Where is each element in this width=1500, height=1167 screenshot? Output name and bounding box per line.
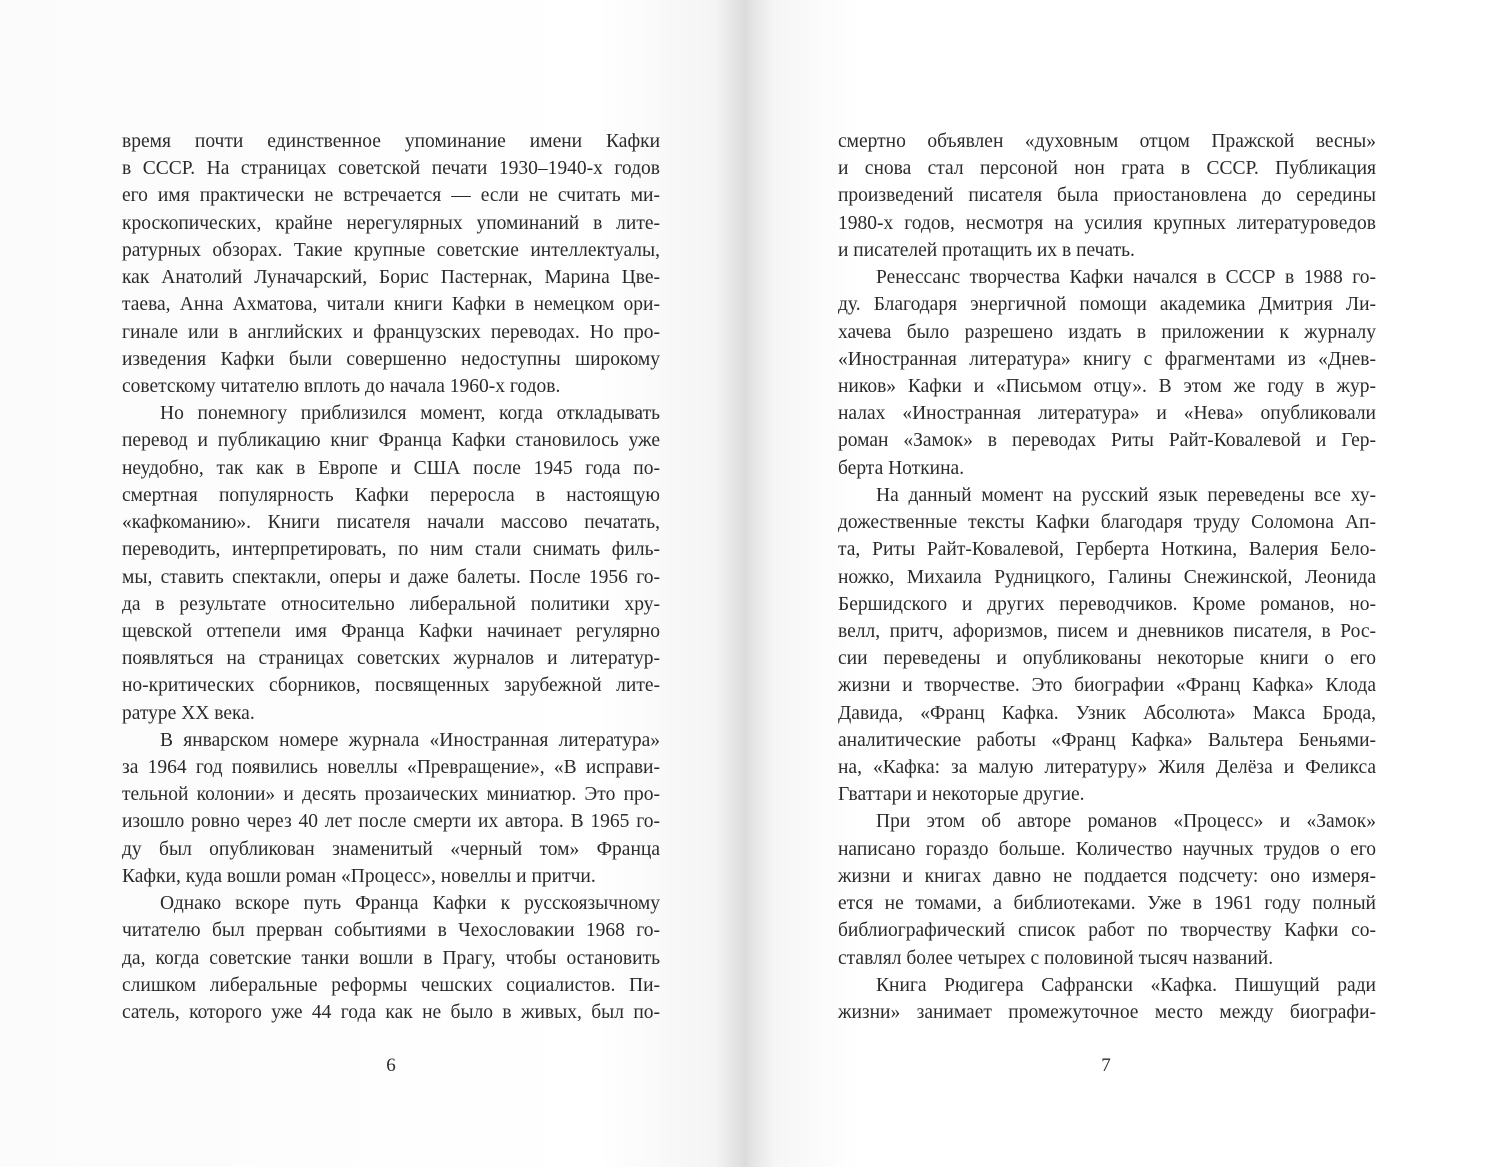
paragraph	[838, 482, 1376, 809]
paragraph	[122, 890, 660, 1026]
text-line: ду. Благодаря энергичной помощи академика Дмитрия Ли-	[838, 294, 1376, 316]
paragraph	[838, 808, 1376, 971]
paragraph	[838, 972, 1376, 1026]
text-line: Но понемногу приблизился момент, когда откладывать	[160, 403, 660, 425]
text-line: советскому читателю вплоть до начала 1960-х годов.	[122, 375, 561, 397]
text-line: появляться на страницах советских журналов и литератур-	[122, 648, 660, 670]
text-line: да, когда советские танки вошли в Прагу, чтобы остановить	[122, 947, 660, 969]
text-line: на, «Кафка: за малую литературу» Жиля Делёза и Феликса	[838, 757, 1376, 779]
text-line: написано гораздо больше. Количество научных трудов о его	[838, 838, 1376, 860]
text-line: щевской оттепели имя Франца Кафки начинает регулярно	[122, 620, 660, 642]
text-line: читателю был прерван событиями в Чехословакии 1968 го-	[122, 920, 660, 942]
text-line: за 1964 год появились новеллы «Превращение», «В исправи-	[122, 757, 660, 779]
text-line: кроскопических, крайне нерегулярных упоминаний в лите-	[122, 212, 660, 234]
text-line: ножко, Михаила Рудницкого, Галины Снежинской, Леонида	[838, 566, 1376, 588]
text-line: библиографический список работ по творчеству Кафки со-	[838, 920, 1376, 942]
text-line: изошло ровно через 40 лет после смерти их автора. В 1965 го-	[122, 811, 660, 833]
text-line: и писателей протащить их в печать.	[838, 239, 1135, 261]
text-line: хачева было разрешено издать в приложении к журналу	[838, 321, 1376, 343]
text-line: мы, ставить спектакли, оперы и даже балеты. После 1956 го-	[122, 566, 660, 588]
text-line: как Анатолий Луначарский, Борис Пастернак, Марина Цве-	[122, 267, 660, 289]
paragraph	[122, 400, 660, 727]
text-line: В январском номере журнала «Иностранная литература»	[160, 729, 660, 751]
text-line: смертная популярность Кафки переросла в настоящую	[122, 484, 660, 506]
text-line: жизни» занимает промежуточное место между биографи-	[838, 1002, 1376, 1023]
text-line: роман «Замок» в переводах Риты Райт-Ковалевой и Гер-	[838, 430, 1376, 452]
text-line: переводить, интерпретировать, по ним стали снимать филь-	[122, 539, 660, 561]
text-line: ратурных обзорах. Такие крупные советские интеллектуалы,	[122, 239, 660, 261]
text-line: изведения Кафки были совершенно недоступны широкому	[122, 348, 660, 370]
text-line: сии переведены и опубликованы некоторые книги о его	[838, 648, 1376, 670]
text-line: Гваттари и некоторые другие.	[838, 784, 1085, 806]
text-line: та, Риты Райт-Ковалевой, Герберта Ноткина, Валерия Бело-	[838, 539, 1376, 561]
text-line: Книга Рюдигера Сафрански «Кафка. Пишущий ради	[876, 974, 1376, 996]
text-line: гинале или в английских и французских переводах. Но про-	[122, 321, 660, 343]
text-line: ставлял более четырех с половиной тысяч названий.	[838, 947, 1274, 969]
text-line: Ренессанс творчества Кафки начался в СССР в 1988 го-	[876, 267, 1376, 289]
text-line: налах «Иностранная литература» и «Нева» опубликовали	[838, 403, 1376, 425]
text-line: ду был опубликован знаменитый «черный том» Франца	[122, 838, 660, 860]
text-line: ратуре XX века.	[122, 702, 255, 724]
text-line: таева, Анна Ахматова, читали книги Кафки в немецком ори-	[122, 294, 660, 316]
paragraph	[122, 128, 660, 400]
text-line: его имя практически не встречается — если не считать ми-	[122, 185, 660, 207]
text-line: Кафки, куда вошли роман «Процесс», новеллы и притчи.	[122, 865, 596, 887]
left-page-text	[122, 128, 660, 1026]
text-line: тельной колонии» и десять прозаических миниатюр. Это про-	[122, 784, 660, 806]
text-line: слишком либеральные реформы чешских социалистов. Пи-	[122, 974, 660, 996]
text-line: жизни и творчестве. Это биографии «Франц Кафка» Клода	[838, 675, 1376, 697]
paragraph	[838, 128, 1376, 264]
text-line: Однако вскоре путь Франца Кафки к русскоязычному	[160, 893, 660, 915]
text-line: На данный момент на русский язык переведены все ху-	[876, 484, 1376, 506]
text-line: При этом об авторе романов «Процесс» и «Замок»	[876, 811, 1376, 833]
text-line: перевод и публикацию книг Франца Кафки становилось уже	[122, 430, 660, 452]
text-line: Давида, «Франц Кафка. Узник Абсолюта» Макса Брода,	[838, 702, 1376, 724]
text-line: смертно объявлен «духовным отцом Пражской весны»	[838, 131, 1376, 152]
text-line: 1980-х годов, несмотря на усилия крупных литературоведов	[838, 212, 1376, 234]
text-line: Бершидского и других переводчиков. Кроме романов, но-	[838, 593, 1376, 615]
page-number-left: 6	[386, 1055, 396, 1076]
paragraph	[122, 727, 660, 890]
text-line: дожественные тексты Кафки благодаря труду Соломона Ап-	[838, 512, 1376, 534]
page-number-right: 7	[1101, 1055, 1111, 1076]
right-page-text	[838, 128, 1376, 1026]
text-line: сатель, которого уже 44 года как не было в живых, был по-	[122, 1002, 660, 1023]
paragraph	[838, 264, 1376, 482]
text-line: в СССР. На страницах советской печати 1930–1940-х годов	[122, 158, 660, 180]
text-line: произведений писателя была приостановлена до середины	[838, 185, 1376, 207]
text-line: «кафкоманию». Книги писателя начали массово печатать,	[122, 512, 660, 534]
text-line: жизни и книгах давно не поддается подсчету: оно измеря-	[838, 865, 1376, 887]
text-line: «Иностранная литература» книгу с фрагментами из «Днев-	[838, 348, 1376, 370]
text-line: время почти единственное упоминание имени Кафки	[122, 131, 660, 152]
text-line: но-критических сборников, посвященных зарубежной лите-	[122, 675, 660, 697]
text-line: неудобно, так как в Европе и США после 1945 года по-	[122, 457, 660, 479]
text-line: ется не томами, а библиотеками. Уже в 1961 году полный	[838, 893, 1376, 915]
text-line: ников» Кафки и «Письмом отцу». В этом же году в жур-	[838, 375, 1376, 397]
text-line: велл, притч, афоризмов, писем и дневников писателя, в Рос-	[838, 620, 1376, 642]
text-line: берта Ноткина.	[838, 457, 965, 479]
text-line: да в результате относительно либеральной политики хру-	[122, 593, 660, 615]
text-line: аналитические работы «Франц Кафка» Вальтера Беньями-	[838, 729, 1376, 751]
text-line: и снова стал персоной нон грата в СССР. Публикация	[838, 158, 1376, 180]
